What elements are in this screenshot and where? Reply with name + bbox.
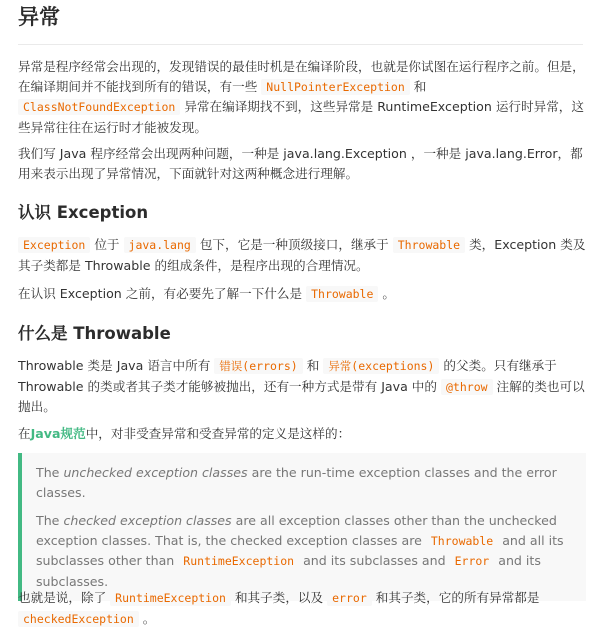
- text: 和: [409, 78, 427, 94]
- text: 。: [138, 610, 156, 626]
- inline-code: NullPointerException: [261, 79, 409, 95]
- text: 和: [302, 358, 324, 373]
- quote-text: [36, 511, 586, 591]
- intro-paragraph: [18, 57, 586, 137]
- text: 和其子类，以及: [230, 590, 328, 605]
- inline-code: Throwable: [393, 237, 465, 253]
- inline-code: 错误(errors): [214, 358, 302, 374]
- emphasis: checked exception classes: [63, 513, 232, 528]
- text: 的父类。只有继承于 Throwable 的类或者其子类才能够被抛出，还有一种方式是带有 Java 中的: [18, 358, 557, 394]
- inline-code: Error: [450, 553, 495, 569]
- text: 。: [378, 286, 396, 301]
- text: 中，对非受查异常和受查异常的定义是这样的：: [85, 426, 351, 441]
- text: and its subclasses.: [36, 553, 541, 589]
- inline-code: RuntimeException: [110, 590, 231, 606]
- inline-code: error: [327, 590, 372, 606]
- text: 异常在编译期找不到，这些异常是 RuntimeException 运行时异常，这些异常往往在运行时才能被发现。: [18, 99, 584, 135]
- spec-paragraph: [18, 424, 586, 444]
- throwable-intro-paragraph: [18, 284, 586, 305]
- text: 类，Exception 类及其子类都是 Throwable 的组成条件，是程序出现的合理情况。: [18, 237, 586, 273]
- conclusion-paragraph: [18, 588, 586, 629]
- text: 也就是说，除了: [18, 590, 111, 605]
- text: 包下，它是一种顶级接口，继承于: [195, 237, 393, 252]
- text: 在: [18, 426, 31, 441]
- title-divider: [18, 44, 583, 45]
- heading-exception: 认识 Exception: [18, 203, 149, 222]
- text: 位于: [90, 237, 124, 252]
- text: and all its subclasses other than: [36, 532, 564, 568]
- throwable-paragraph: [18, 356, 586, 417]
- inline-code: Throwable: [306, 286, 378, 302]
- text: Throwable 类是 Java 语言中所有: [18, 358, 215, 373]
- inline-code: ClassNotFoundException: [18, 99, 180, 115]
- text: The: [36, 513, 64, 528]
- inline-code: 异常(exceptions): [323, 358, 439, 374]
- heading-throwable: 什么是 Throwable: [18, 324, 171, 343]
- inline-code: checkedException: [18, 611, 139, 627]
- page-title: 异常: [18, 5, 60, 29]
- inline-code: RuntimeException: [178, 553, 299, 569]
- text: are the run-time exception classes and the error classes.: [36, 465, 557, 500]
- inline-code: java.lang: [124, 237, 196, 253]
- checked-quote: [18, 501, 586, 601]
- text: and its subclasses and: [299, 553, 450, 568]
- exception-paragraph: [18, 235, 586, 275]
- quote-text: [36, 463, 586, 502]
- java-spec-link[interactable]: Java规范: [30, 426, 86, 441]
- text: 异常是程序经常会出现的，发现错误的最佳时机是在编译阶段，也就是你试图在运行程序之前。但是，在编译期间并不能找到所有的错误，有一些: [18, 59, 585, 94]
- text: The: [36, 465, 64, 480]
- problems-paragraph: 我们写 Java 程序经常会出现两种问题，一种是 java.lang.Exception ，一种是 java.lang.Error，都用来表示出现了异常情况，下面就针对这两种概念进行理解。: [18, 146, 583, 181]
- text: 和其子类，它的所有异常都是: [371, 590, 540, 605]
- text: 在认识 Exception 之前，有必要先了解一下什么是: [18, 286, 307, 301]
- inline-code: Throwable: [426, 533, 498, 549]
- text: are all exception classes other than the unchecked exception classes. That is, the checked exception classes are: [36, 513, 557, 548]
- inline-code: @throw: [441, 379, 493, 395]
- emphasis: unchecked exception classes: [63, 465, 248, 480]
- text: 注解的类也可以抛出。: [18, 378, 585, 414]
- inline-code: Exception: [18, 237, 90, 253]
